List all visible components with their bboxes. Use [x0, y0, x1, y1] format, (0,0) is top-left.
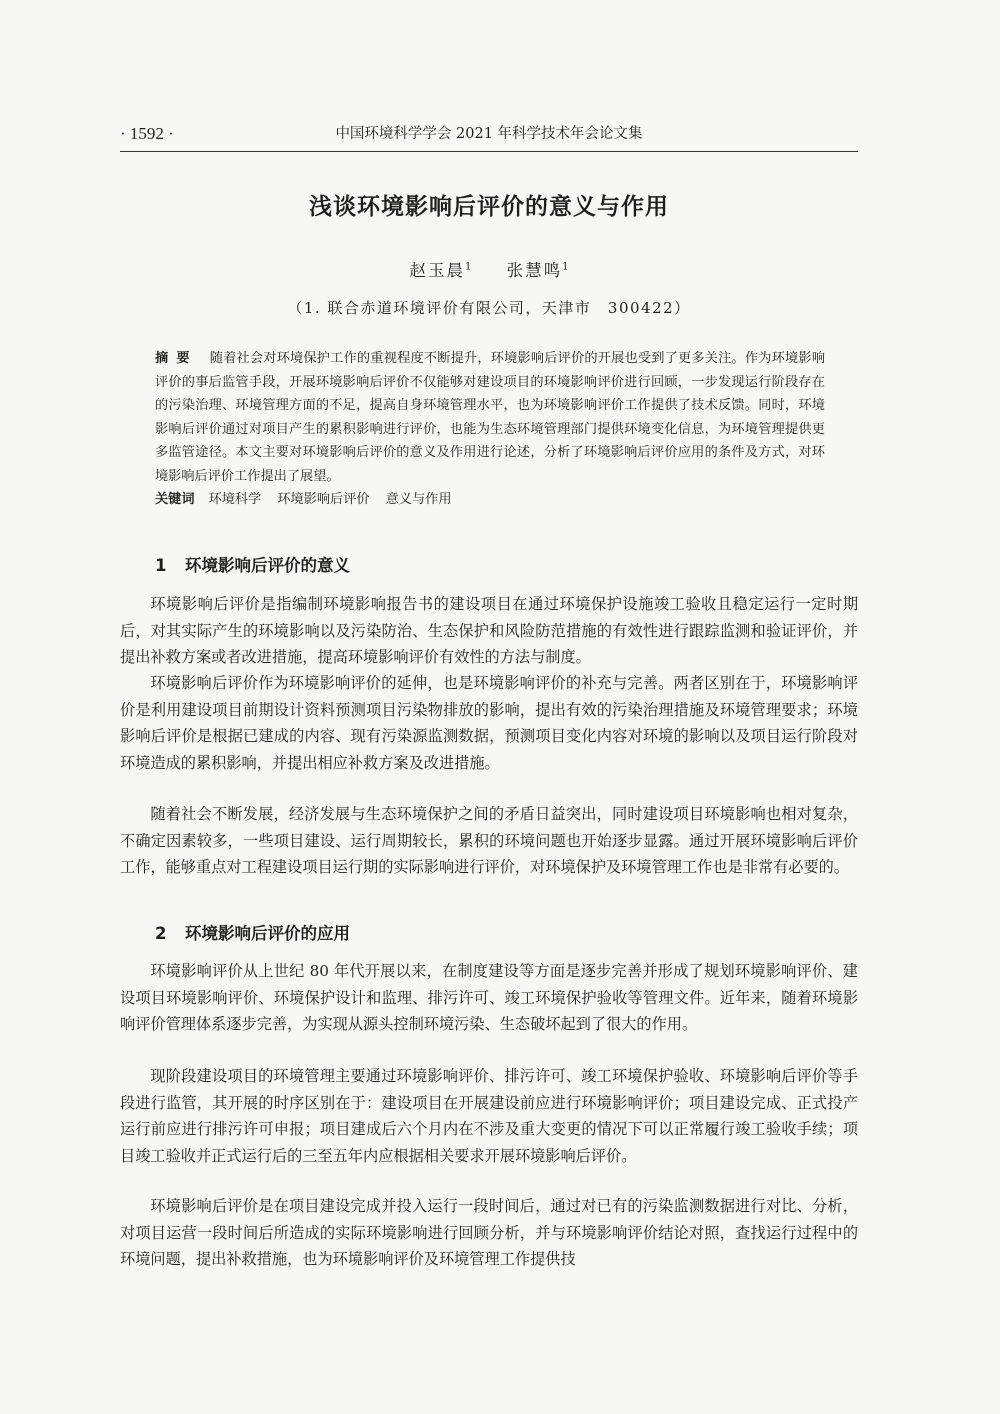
- author: [507, 257, 569, 281]
- section-title: 环境影响后评价的意义: [185, 556, 350, 575]
- affiliation: （1. 联合赤道环境评价有限公司，天津市 300422）: [287, 299, 691, 317]
- section-number: 1: [155, 556, 167, 575]
- section-heading: [155, 920, 855, 944]
- author-affil-mark: 1: [465, 261, 472, 273]
- abstract-label: 摘要: [155, 351, 198, 366]
- running-header: [120, 122, 858, 146]
- header-rule: [120, 151, 858, 152]
- keyword: 环境科学: [208, 492, 262, 507]
- paper-title: 浅谈环境影响后评价的意义与作用: [309, 194, 669, 220]
- abstract-text: 随着社会对环境保护工作的重视程度不断提升，环境影响后评价的开展也受到了更多关注。作为环境影响评价的事后监管手段，开展环境影响后评价不仅能够对建设项目的环境影响评价进行回顾，一步发现运行阶段存在的污染治理、环境管理方面的不足，提高自身环境管理水平，也为环境影响评价工作提供了技术反馈。同时，环境影响后评价通过对项目产生的累积影响进行评价，也能为生态环境管理部门提供环境变化信息，为环境管理提供更多监管途径。本文主要对环境影响后评价的意义及作用进行论述，分析了环境影响后评价应用的条件及方式，对环境影响后评价工作提出了展望。: [155, 351, 826, 484]
- body-paragraph: 随着社会不断发展，经济发展与生态环境保护之间的矛盾日益突出，同时建设项目环境影响也相对复杂，不确定因素较多，一些项目建设、运行周期较长，累积的环境问题也开始逐步显露。通过开展环境影响后评价工作，能够重点对工程建设项目运行期的实际影响进行评价，对环境保护及环境管理工作也是非常有必要的。: [120, 805, 858, 877]
- body-paragraph: 现阶段建设项目的环境管理主要通过环境影响评价、排污许可、竣工环境保护验收、环境影响后评价等手段进行监管，其开展的时序区别在于：建设项目在开展建设前应进行环境影响评价；项目建设完成、正式投产运行前应进行排污许可申报；项目建成后六个月内在不涉及重大变更的情况下可以正常履行竣工验收手续；项目竣工验收并正式运行后的三至五年内应根据相关要求开展环境影响后评价。: [120, 1067, 858, 1165]
- keywords-label: 关键词: [155, 492, 195, 507]
- section-title: 环境影响后评价的应用: [185, 924, 350, 943]
- keyword: 意义与作用: [385, 492, 452, 507]
- author-name: 赵玉晨: [409, 261, 465, 280]
- author-affil-mark: 1: [562, 261, 569, 273]
- body-paragraph: 环境影响后评价是在项目建设完成并投入运行一段时间后，通过对已有的污染监测数据进行对比、分析，对项目运营一段时间后所造成的实际环境影响进行回顾分析，并与环境影响评价结论对照，查找运行过程中的环境问题，提出补救措施，也为环境影响评价及环境管理工作提供技: [120, 1197, 858, 1269]
- author: [410, 257, 472, 281]
- body-paragraph: 环境影响评价从上世纪 80 年代开展以来，在制度建设等方面是逐步完善并形成了规划环境影响评价、建设项目环境影响评价、环境保护设计和监理、排污许可、竣工环境保护验收等管理文件。近年来，随着环境影响评价管理体系逐步完善，为实现从源头控制环境污染、生态破坏起到了很大的作用。: [120, 962, 858, 1034]
- section-number: 2: [155, 924, 167, 943]
- author-name: 张慧鸣: [506, 261, 563, 280]
- page-number: · 1592 ·: [120, 124, 174, 143]
- body-paragraph: 环境影响后评价是指编制环境影响报告书的建设项目在通过环境保护设施竣工验收且稳定运行一定时期后，对其实际产生的环境影响以及污染防治、生态保护和风险防范措施的有效性进行跟踪监测和验证评价，并提出补救方案或者改进措施，提高环境影响评价有效性的方法与制度。: [120, 595, 858, 667]
- keywords: [155, 488, 825, 512]
- keyword: 环境影响后评价: [277, 492, 370, 507]
- journal-title: 中国环境科学学会 2021 年科学技术年会论文集: [335, 126, 643, 142]
- author-list: [120, 257, 858, 281]
- abstract: [155, 347, 825, 489]
- section-heading: [155, 552, 855, 576]
- body-paragraph: 环境影响后评价作为环境影响评价的延伸，也是环境影响评价的补充与完善。两者区别在于，环境影响评价是利用建设项目前期设计资料预测项目污染物排放的影响，提出有效的污染治理措施及环境管理要求；环境影响后评价是根据已建成的内容、现有污染源监测数据，预测项目变化内容对环境的影响以及项目运行阶段对环境造成的累积影响，并提出相应补救方案及改进措施。: [120, 674, 858, 772]
